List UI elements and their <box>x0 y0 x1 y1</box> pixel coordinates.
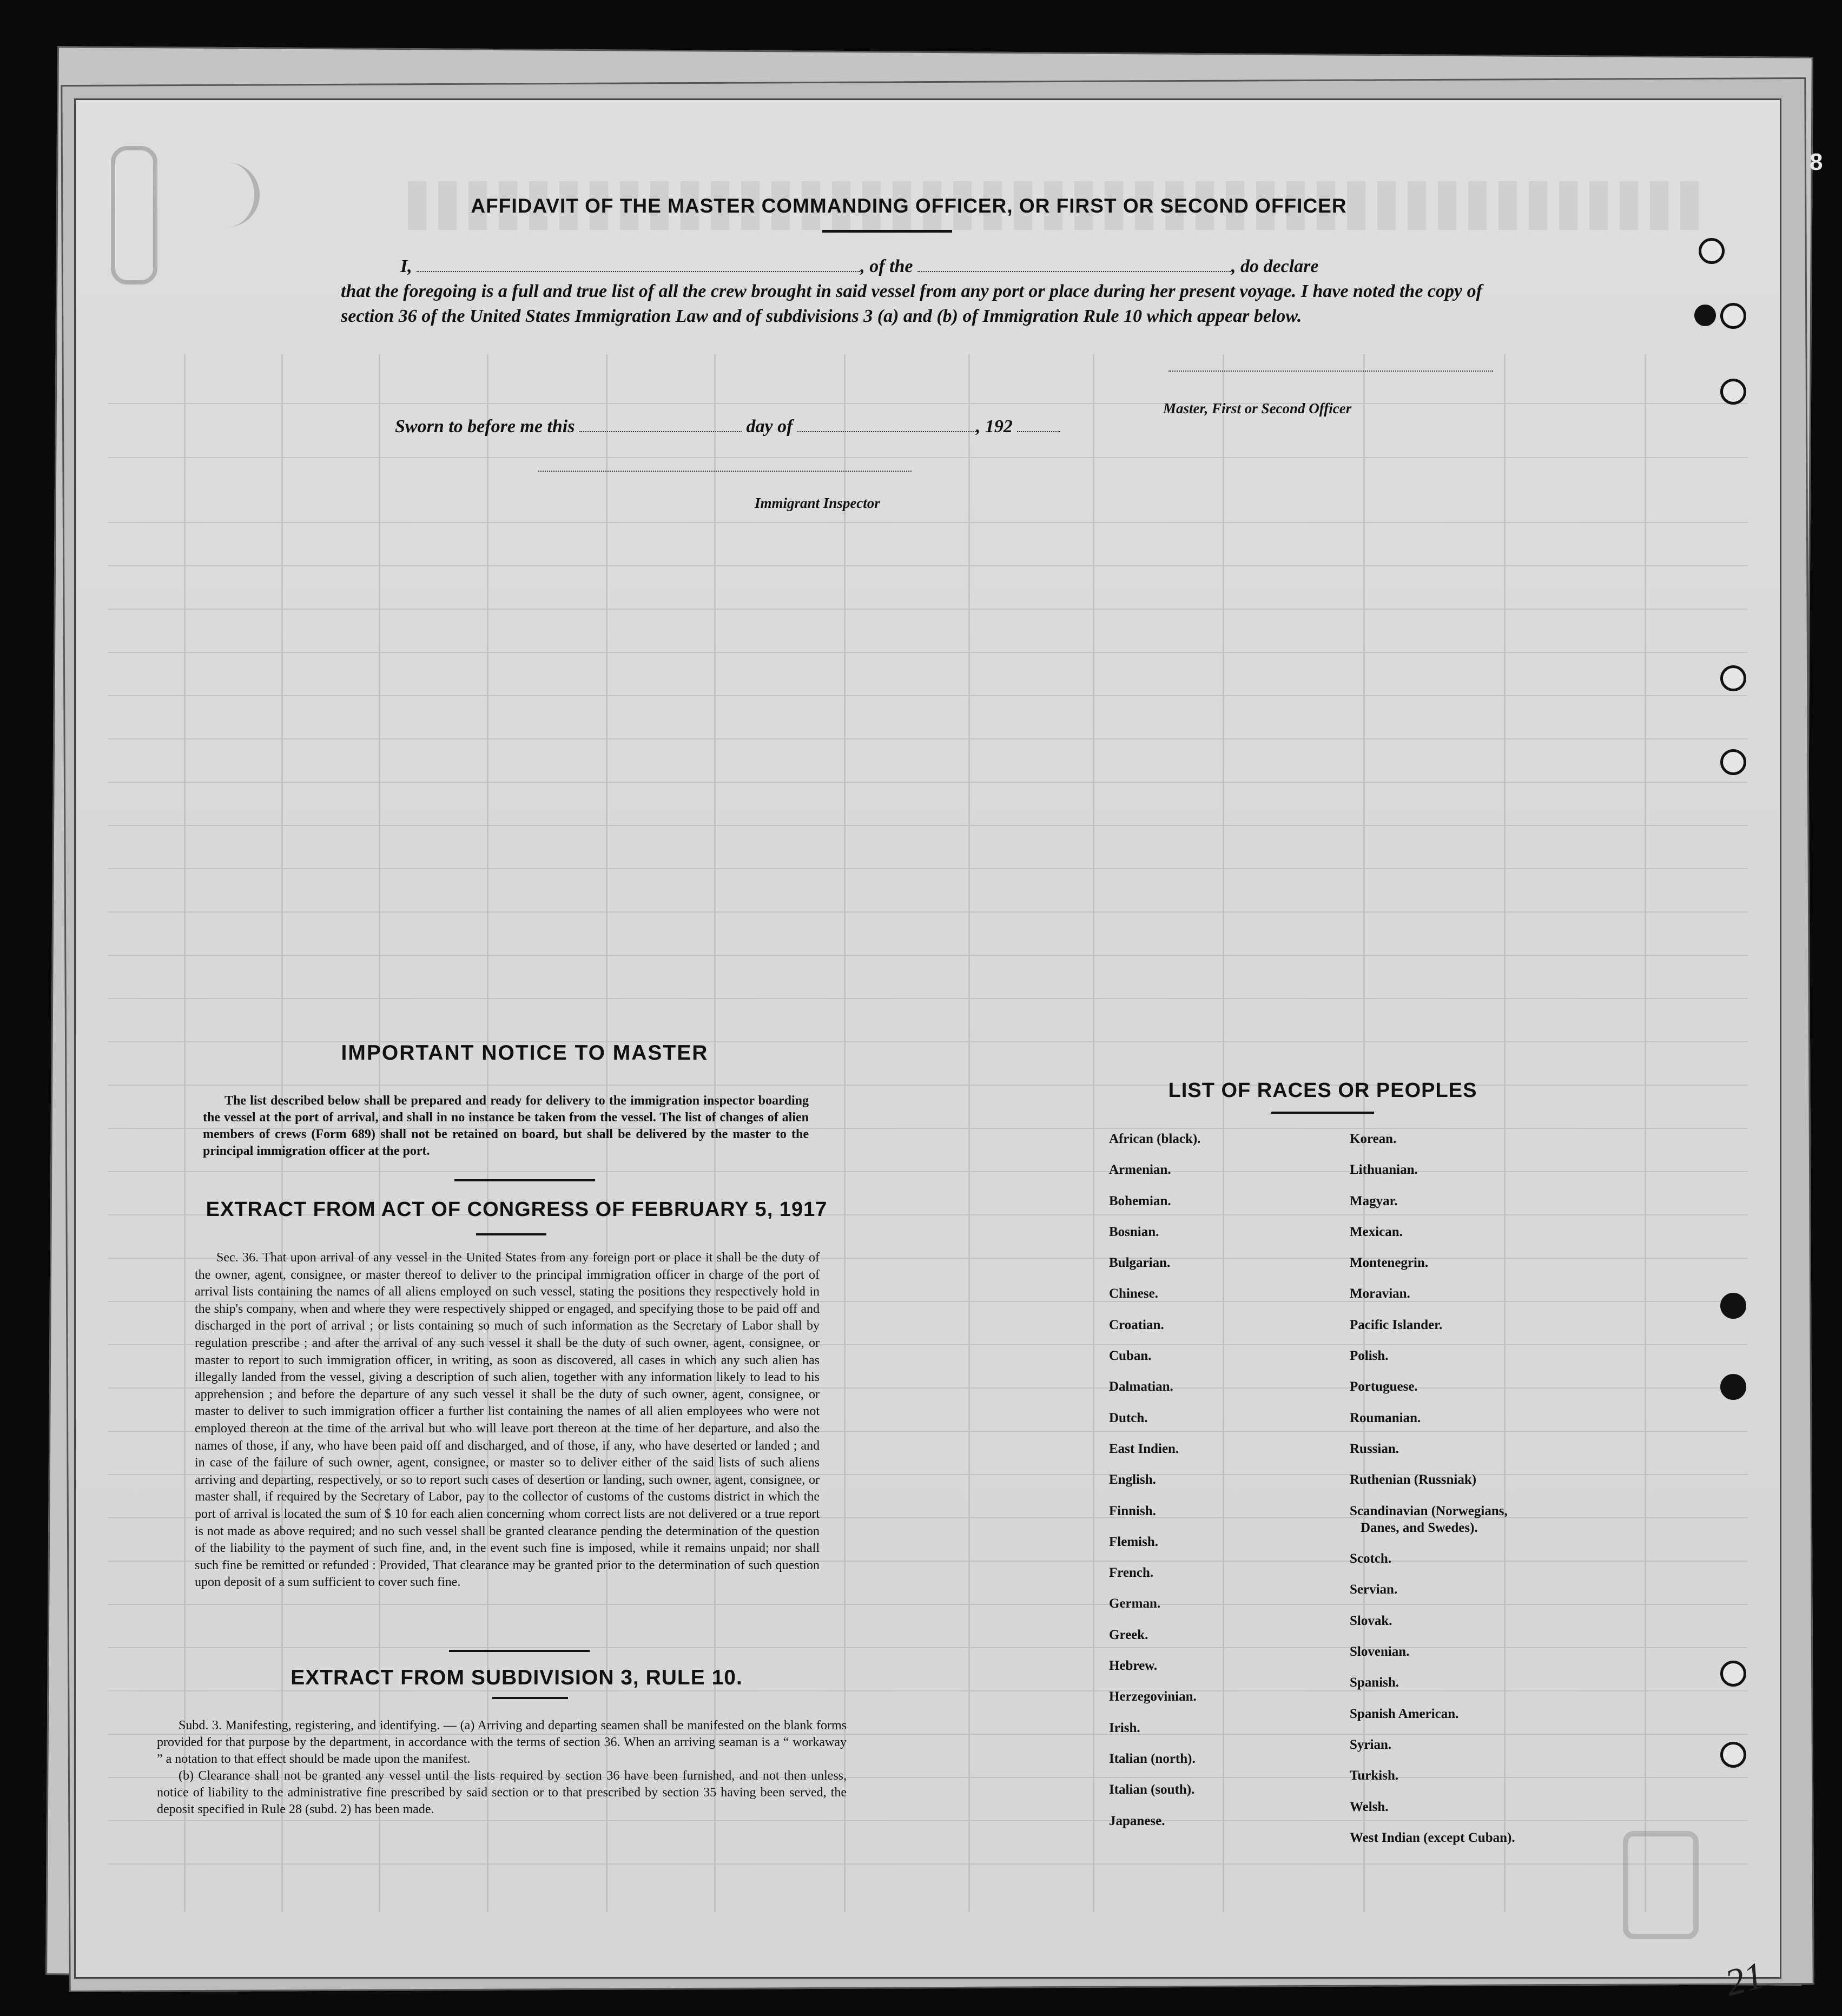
page-number-mark: 8 <box>1810 149 1823 175</box>
affidavit-title: AFFIDAVIT OF THE MASTER COMMANDING OFFICER, OR FIRST OR SECOND OFFICER <box>471 195 1347 217</box>
affidavit-statement: that the foregoing is a full and true list of all the crew brought in said vessel from any port or place during her present voyage. I have noted the copy of section 36 of the United States Immigration Law and of subdivisions 3 (a) and (b) of Immigration Rule 10 which appear below. <box>341 281 1482 326</box>
race-item: Flemish. <box>1109 1534 1158 1549</box>
sworn-year-field[interactable] <box>1017 431 1060 432</box>
race-item: Ruthenian (Russniak) <box>1350 1472 1477 1488</box>
race-item: Greek. <box>1109 1627 1148 1642</box>
race-item: Herzegovinian. <box>1109 1689 1197 1704</box>
race-item: French. <box>1109 1565 1154 1581</box>
affidavit-body <box>341 254 1488 329</box>
race-item: Magyar. <box>1350 1193 1398 1208</box>
rule-heading-underline <box>492 1697 568 1699</box>
race-item: Syrian. <box>1350 1737 1392 1752</box>
race-item: Mexican. <box>1350 1224 1403 1239</box>
sworn-prefix: Sworn to before me this <box>395 417 575 437</box>
race-item: Scandinavian (Norwegians, <box>1350 1503 1508 1518</box>
race-item: Korean. <box>1350 1132 1397 1146</box>
race-item: Italian (south). <box>1109 1782 1195 1797</box>
sworn-year-prefix: , 192 <box>975 417 1013 437</box>
race-item: Cuban. <box>1109 1349 1152 1364</box>
notice-heading: IMPORTANT NOTICE TO MASTER <box>341 1041 709 1065</box>
signature-label: Master, First or Second Officer <box>1163 400 1352 417</box>
punch-hole <box>1720 303 1746 329</box>
races-heading-underline <box>1271 1112 1374 1114</box>
document-sheet <box>76 100 1780 1977</box>
race-item: Hebrew. <box>1109 1658 1158 1674</box>
subdivision-b-text: (b) Clearance shall not be granted any vessel until the lists required by section 36 have been furnished, and not then unless, notice of liability to the administrative fine prescribed by said section or to that prescribed by section 35 having been served, the deposit specified in Rule 28 (subd. 2) has been made. <box>157 1769 847 1816</box>
race-item: Roumanian. <box>1350 1410 1421 1425</box>
race-item: Armenian. <box>1109 1162 1171 1178</box>
sworn-month-field[interactable] <box>797 431 976 432</box>
race-item: Croatian. <box>1109 1317 1164 1332</box>
race-item: West Indian (except Cuban). <box>1350 1830 1515 1845</box>
race-item: Japanese. <box>1109 1813 1165 1828</box>
race-item: Turkish. <box>1350 1768 1399 1783</box>
vessel-name-field[interactable] <box>917 271 1231 272</box>
race-item: Servian. <box>1350 1582 1398 1597</box>
race-item: Spanish American. <box>1350 1706 1459 1721</box>
punch-hole <box>1720 1742 1746 1768</box>
race-item: Irish. <box>1109 1720 1140 1735</box>
act-extract-heading: EXTRACT FROM ACT OF CONGRESS OF FEBRUARY 5, 1917 <box>206 1198 828 1221</box>
races-list-left <box>1109 1123 1200 1836</box>
race-item: Slovak. <box>1350 1613 1392 1628</box>
section-36-text: Sec. 36. That upon arrival of any vessel in the United States from any foreign port or place it shall be the duty of the owner, agent, consignee, or master thereof to deliver to the principal immigration officer in charge of the port of arrival lists containing the names of all aliens employed on such vessel, stating the positions they respectively hold in the ship's company, when and where they were respectively shipped or engaged, and specifying those to be paid off and discharged in the port of arrival ; or lists containing so much of such information as the Secretary of Labor shall by regulation prescribe ; and after the arrival of any such vessel it shall be the duty of such owner, agent, consignee, or master to report to such immigration officer, in writing, as soon as discovered, all cases in which any such alien has illegally landed from the vessel, giving a description of such alien, together with any information likely to lead to his apprehension ; and before the departure of any such vessel it shall be the duty of such owner, agent, consignee, or master to deliver to such immigration officer a further list containing the names of all alien employees who were not employed thereon at the time of the arrival but who will leave port thereon at the time of her departure, and also the names of those, if any, who have been paid off and discharged, and of those, if any, who have deserted or landed ; and in case of the failure of such owner, agent, consignee, or master so to deliver either of the said lists of such aliens arriving and departing, respectively, or so to report such cases of desertion or landing, such owner, agent, consignee, or master shall, if required by the Secretary of Labor, pay to the collector of customs of the customs district in which the port of arrival is located the sum of $ 10 for each alien concerning whom correct lists are not delivered or a true report is not made as above required; and no such vessel shall be granted clearance pending the determination of the question of the liability to the payment of such fine, and, in the event such fine is imposed, while it remains unpaid; nor shall such fine be remitted or refunded : Provided, That clearance may be granted prior to the determination of such question upon deposit of a sum sufficient to cover such fine. <box>195 1251 820 1590</box>
inspector-label: Immigrant Inspector <box>755 495 880 511</box>
race-item: Italian (north). <box>1109 1751 1196 1766</box>
declaration-line <box>341 254 1488 279</box>
bleed-through-grid <box>76 100 1780 1977</box>
sworn-day-field[interactable] <box>579 431 742 432</box>
race-item: Portuguese. <box>1350 1379 1418 1394</box>
corner-stamp-mark <box>168 162 260 227</box>
race-item: Dalmatian. <box>1109 1379 1173 1394</box>
punch-hole <box>1720 379 1746 405</box>
races-list-right <box>1350 1123 1515 1853</box>
race-item: Montenegrin. <box>1350 1255 1429 1271</box>
vessel-prefix: , of the <box>860 256 913 276</box>
race-item: Welsh. <box>1350 1799 1389 1814</box>
race-item: Spanish. <box>1350 1675 1399 1690</box>
notice-text: The list described below shall be prepared and ready for delivery to the immigration inspector boarding the vessel at the port of arrival, and shall in no instance be taken from the vessel. The list of changes of alien members of crews (Form 689) shall not be retained on board, but shall be delivered by the master to the principal immigration officer at the port. <box>203 1094 809 1158</box>
race-item: Bulgarian. <box>1109 1255 1171 1271</box>
punch-hole <box>1720 1374 1746 1400</box>
race-item: African (black). <box>1109 1132 1201 1146</box>
title-underline <box>822 230 952 233</box>
race-item: German. <box>1109 1596 1161 1611</box>
race-item: Slovenian. <box>1350 1644 1410 1660</box>
race-item: Dutch. <box>1109 1410 1148 1425</box>
race-item: Finnish. <box>1109 1503 1156 1518</box>
declarant-prefix: I, <box>400 256 412 276</box>
notice-divider <box>454 1179 595 1181</box>
race-item: Bosnian. <box>1109 1224 1159 1239</box>
race-item: Russian. <box>1350 1441 1399 1456</box>
sworn-day-of: day of <box>746 417 793 437</box>
subdivision-a-text: Subd. 3. Manifesting, registering, and identifying. — (a) Arriving and departing seamen shall be manifested on the blank forms provided for that purpose by the department, in accordance with the terms of section 36. When an arriving seaman is a “ workaway ” a notation to that effect should be made upon the manifest. <box>157 1718 847 1766</box>
punch-hole <box>1699 238 1725 264</box>
race-item: Polish. <box>1350 1349 1389 1364</box>
signature-line[interactable] <box>1168 371 1493 372</box>
race-item: English. <box>1109 1472 1156 1488</box>
race-item: Chinese. <box>1109 1286 1158 1301</box>
race-item: East Indien. <box>1109 1441 1179 1456</box>
race-item: Danes, and Swedes). <box>1361 1520 1478 1535</box>
punch-hole <box>1720 1661 1746 1687</box>
punch-hole <box>1720 749 1746 775</box>
race-item: Scotch. <box>1350 1551 1392 1566</box>
rule-extract-heading: EXTRACT FROM SUBDIVISION 3, RULE 10. <box>291 1666 743 1689</box>
races-heading: LIST OF RACES OR PEOPLES <box>1168 1079 1477 1102</box>
section-divider <box>449 1650 590 1652</box>
punch-hole <box>1720 1293 1746 1319</box>
punch-hole <box>1694 305 1716 326</box>
rule-10-text <box>157 1717 847 1818</box>
declarant-name-field[interactable] <box>417 271 860 272</box>
declare-suffix: , do declare <box>1231 256 1319 276</box>
race-item: Moravian. <box>1350 1286 1410 1301</box>
handwritten-mark: 21 <box>1721 1954 1768 2005</box>
race-item: Pacific Islander. <box>1350 1317 1443 1332</box>
sworn-line <box>395 417 1060 437</box>
race-item: Bohemian. <box>1109 1193 1171 1208</box>
corner-stamp-mark <box>1623 1831 1699 1939</box>
corner-stamp-mark <box>111 146 157 285</box>
race-item: Lithuanian. <box>1350 1162 1418 1178</box>
punch-hole <box>1720 665 1746 691</box>
inspector-signature-line[interactable] <box>538 471 912 472</box>
act-heading-underline <box>476 1233 546 1235</box>
